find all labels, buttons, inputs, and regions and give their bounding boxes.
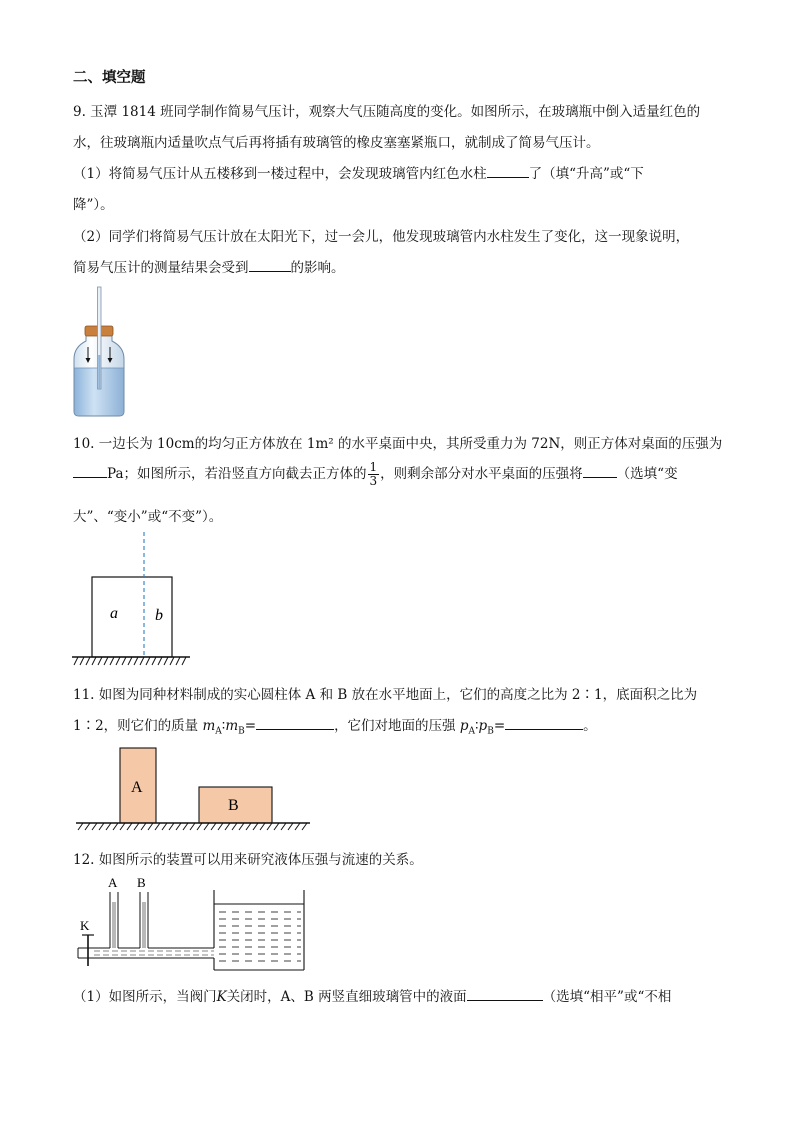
q11-answer-blank-2[interactable] [505, 717, 583, 730]
q9-part2-text-b: 简易气压计的测量结果会受到 [73, 260, 249, 276]
q12-part1 [73, 985, 671, 1005]
q12-line1: 12. 如图所示的装置可以用来研究液体压强与流速的关系。 [73, 852, 423, 868]
q9-part2-cont [73, 256, 345, 276]
cube-figure [68, 532, 198, 670]
symbol-p: p [459, 718, 469, 734]
cylinder-label-A: A [131, 779, 143, 796]
q9-part1-text-b: 了（填“升高”或“下 [528, 166, 644, 182]
flow-apparatus-figure [74, 872, 310, 978]
q10-answer-blank-1[interactable] [73, 465, 107, 478]
cylinders-figure [74, 743, 314, 833]
q9-answer-blank-2[interactable] [249, 259, 291, 272]
fraction-denominator: 3 [369, 474, 378, 488]
symbol-p: p [478, 718, 488, 734]
q10-line1: 10. 一边长为 10cm的均匀正方体放在 1m² 的水平桌面中央，其所受重力为 72N，则正方体对桌面的压强为 [73, 436, 723, 452]
section-title: 二、填空题 [73, 70, 146, 86]
sub-A: A [468, 726, 476, 737]
tube-label-A: A [108, 875, 118, 890]
q9-part2-text-c: 的影响。 [290, 260, 345, 276]
q11-text-b: ，它们对地面的压强 [334, 718, 456, 734]
fraction-numerator: 1 [369, 460, 378, 474]
cube-label-a: a [110, 605, 118, 622]
period: 。 [583, 718, 597, 734]
q10-text-c: （选填“变 [616, 466, 678, 482]
q11-line1: 11. 如图为同种材料制成的实心圆柱体 A 和 B 放在水平地面上，它们的高度之比为 2∶1，底面积之比为 [73, 687, 698, 703]
q9-part1-cont: 降”）。 [73, 197, 114, 213]
symbol-m: m [202, 718, 216, 734]
symbol-K: K [216, 989, 227, 1005]
q9-answer-blank-1[interactable] [487, 165, 529, 178]
q11-line2 [73, 714, 597, 737]
q12-answer-blank-1[interactable] [467, 988, 543, 1001]
q9-part1-text-a: （1）将简易气压计从五楼移到一楼过程中，会发现玻璃管内红色水柱 [73, 166, 487, 182]
q9-part2: （2）同学们将简易气压计放在太阳光下，过一会儿，他发现玻璃管内水柱发生了变化，这一现象说明， [73, 229, 690, 245]
symbol-m: m [225, 718, 239, 734]
q12-text-b: 关闭时，A、B 两竖直细玻璃管中的液面 [226, 989, 467, 1005]
sub-A: A [215, 726, 222, 737]
q11-answer-blank-1[interactable] [256, 717, 334, 730]
q9-line2: 水，往玻璃瓶内适量吹点气后再将插有玻璃管的橡皮塞塞紧瓶口，就制成了简易气压计。 [73, 135, 600, 151]
sub-B: B [487, 726, 494, 737]
q10-text-a: Pa；如图所示，若沿竖直方向截去正方体的 [107, 466, 367, 482]
q12-text-a: （1）如图所示，当阀门 [73, 989, 217, 1005]
q9-part1 [73, 162, 644, 182]
q9-line1: 9. 玉潭 1814 班同学制作简易气压计，观察大气压随高度的变化。如图所示，在玻璃瓶中倒入适量红色的 [73, 104, 701, 120]
tube-label-B: B [137, 875, 146, 890]
cylinder-label-B: B [228, 797, 239, 814]
q10-answer-blank-2[interactable] [583, 465, 617, 478]
barometer-figure [68, 285, 130, 420]
q11-text-a: 1∶2，则它们的质量 [73, 718, 199, 734]
q10-line2 [73, 461, 678, 488]
equals: = [244, 718, 257, 734]
q12-text-c: （选填“相平”或“不相 [542, 989, 672, 1005]
colon: ∶ [221, 718, 226, 734]
cube-label-b: b [155, 607, 163, 624]
equals: = [493, 718, 506, 734]
sub-B: B [238, 726, 245, 737]
valve-label-K: K [80, 918, 90, 933]
colon: ∶ [475, 718, 479, 734]
q10-line3: 大”、“变小”或“不变”）。 [73, 509, 223, 525]
q10-fraction [368, 461, 380, 488]
q10-text-b: ，则剩余部分对水平桌面的压强将 [380, 466, 583, 482]
